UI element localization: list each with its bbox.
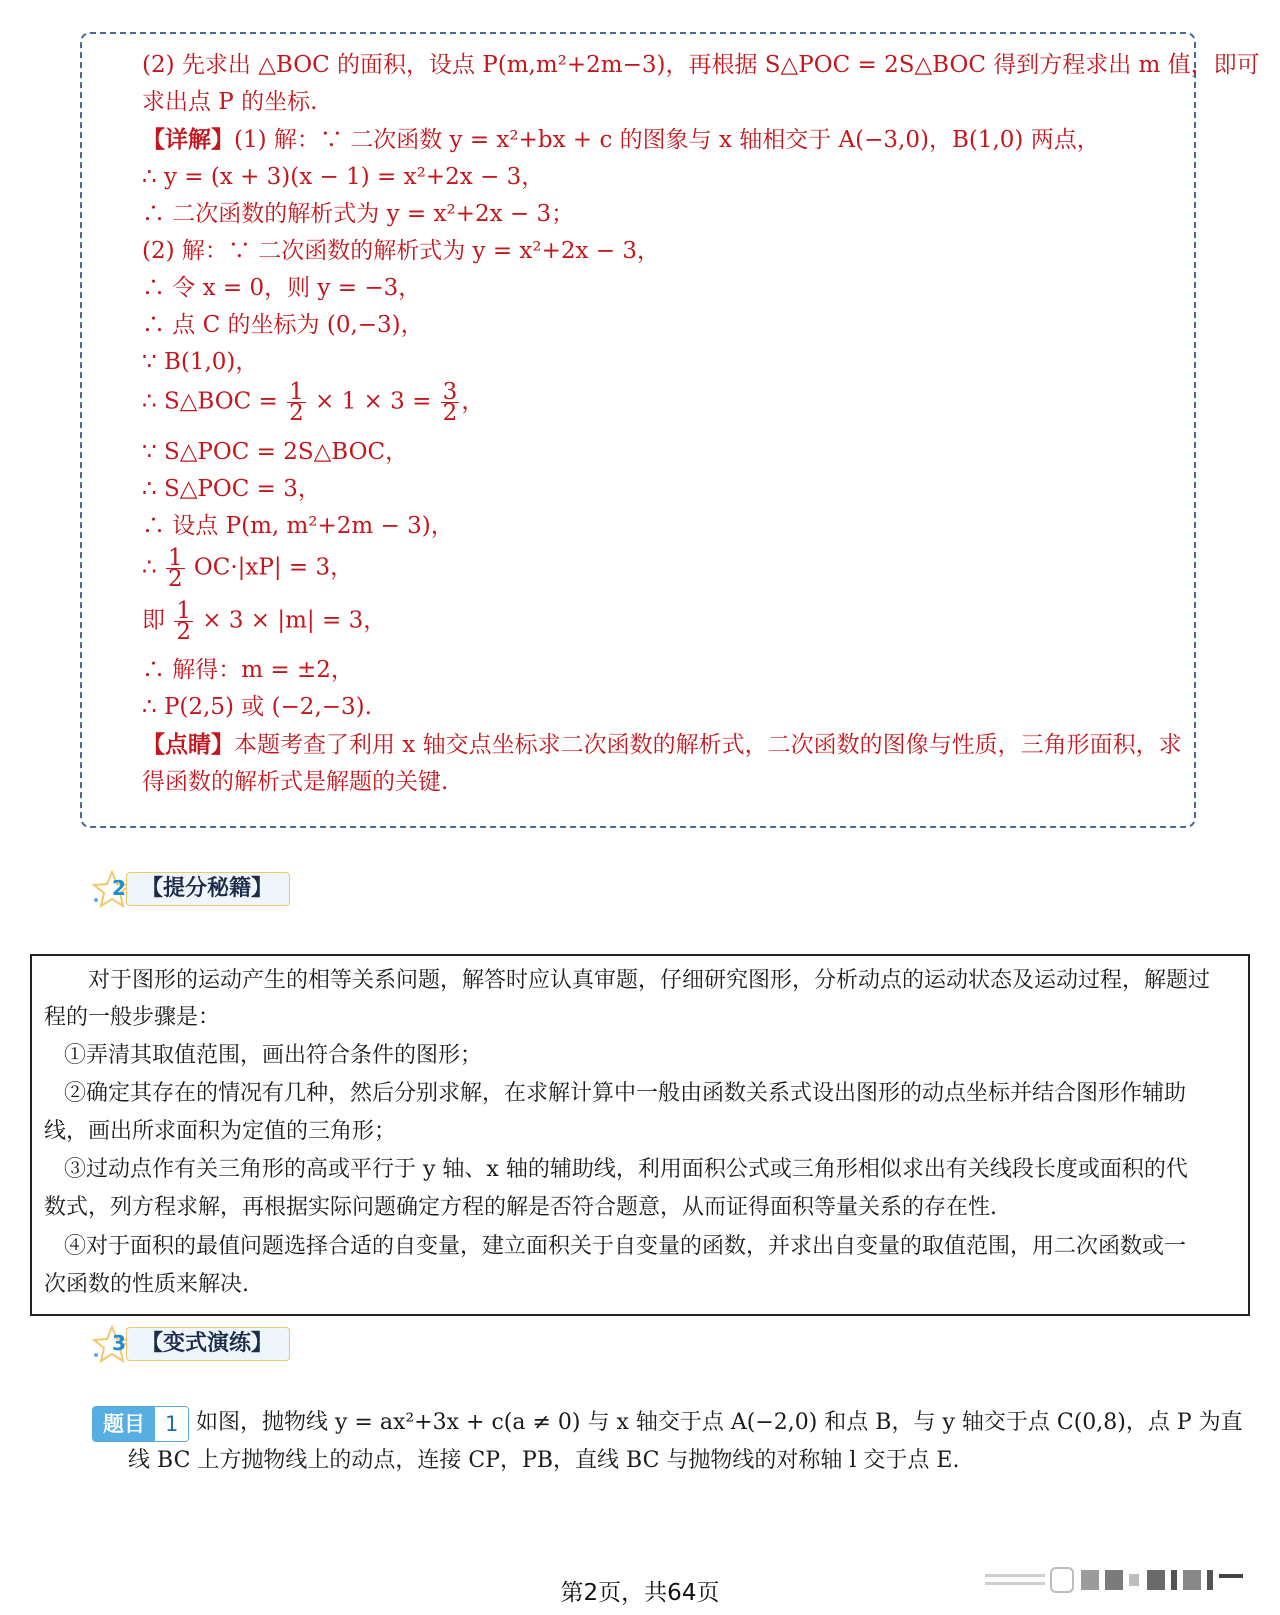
fraction-denominator: 2	[289, 400, 304, 426]
solution-line: ∴ 令 x = 0，则 y = −3，	[142, 275, 422, 301]
fraction	[166, 545, 185, 592]
exercise-badge-label: 题目	[93, 1407, 155, 1441]
exercise-line: 线 BC 上方抛物线上的动点，连接 CP，PB，直线 BC 与抛物线的对称轴 l 交于点 E.	[128, 1448, 960, 1473]
solution-line: ∵ S△POC = 2S△BOC，	[142, 439, 409, 465]
tip-line: 次函数的性质来解决.	[44, 1272, 249, 1297]
fraction-denominator: 2	[167, 566, 183, 592]
solution-line	[142, 598, 387, 645]
fraction-numerator: 1	[289, 379, 304, 405]
fraction	[287, 379, 306, 426]
solution-text: × 3 × |m| = 3，	[202, 607, 387, 634]
solution-line	[142, 545, 354, 592]
solution-text: OC·|xP| = 3，	[193, 554, 354, 581]
tip-line: 对于图形的运动产生的相等关系问题，解答时应认真审题，仔细研究图形，分析动点的运动状态及运动过程，解题过	[88, 968, 1211, 993]
solution-line	[142, 730, 1182, 760]
tip-line: ①弄清其取值范围，画出符合条件的图形；	[64, 1043, 483, 1068]
fraction-numerator: 1	[176, 598, 191, 624]
solution-line	[142, 379, 485, 426]
solution-text: (1) 解：∵ 二次函数 y = x²+bx + c 的图象与 x 轴相交于 A(−3,0)，B(1,0) 两点，	[234, 127, 1100, 153]
solution-line: (2) 先求出 △BOC 的面积，设点 P(m,m²+2m−3)，再根据 S△POC = 2S△BOC 得到方程求出 m 值，即可	[142, 52, 1260, 78]
tip-line: ④对于面积的最值问题选择合适的自变量，建立面积关于自变量的函数，并求出自变量的取值范围，用二次函数或一	[64, 1234, 1187, 1259]
solution-line: ∴ y = (x + 3)(x − 1) = x²+2x − 3，	[142, 164, 545, 190]
fraction	[174, 598, 193, 645]
tip-line: ③过动点作有关三角形的高或平行于 y 轴、x 轴的辅助线，利用面积公式或三角形相似求出有关线段长度或面积的代	[64, 1157, 1188, 1182]
solution-line: ∴ S△POC = 3，	[142, 476, 321, 502]
section-number: 3	[112, 1331, 126, 1355]
solution-line: ∴ P(2,5) 或 (−2,−3).	[142, 694, 372, 720]
solution-line: ∴ 设点 P(m, m²+2m − 3)，	[142, 513, 454, 539]
section-number: 2	[112, 876, 126, 900]
section-title: 【变式演练】	[126, 1327, 290, 1361]
solution-line: ∵ B(1,0)，	[142, 349, 259, 375]
fraction-denominator: 2	[442, 400, 458, 426]
comment-tag: 【点睛】	[142, 732, 234, 758]
exercise-badge-number: 1	[155, 1407, 188, 1441]
tip-line: 数式，列方程求解，再根据实际问题确定方程的解是否符合题意，从而证得面积等量关系的存在性.	[44, 1195, 997, 1220]
solution-line	[142, 125, 1100, 155]
tip-line: 程的一般步骤是：	[44, 1005, 221, 1030]
solution-line: 得函数的解析式是解题的关键.	[142, 769, 449, 795]
section-title: 【提分秘籍】	[126, 872, 290, 906]
solution-line: (2) 解：∵ 二次函数的解析式为 y = x²+2x − 3，	[142, 238, 660, 264]
tip-line: 线，画出所求面积为定值的三角形；	[44, 1119, 397, 1144]
fraction	[441, 379, 460, 426]
solution-text: × 1 × 3 =	[315, 388, 439, 415]
solution-text: ∴ S△BOC =	[142, 388, 286, 415]
solution-line: ∴ 解得：m = ±2，	[142, 657, 354, 683]
solution-text: 本题考查了利用 x 轴交点坐标求二次函数的解析式，二次函数的图像与性质，三角形面积，求	[234, 732, 1182, 758]
solution-text: ，	[461, 388, 485, 415]
solution-text: 即	[142, 607, 173, 634]
solution-text: ∴	[142, 554, 164, 581]
page-footer: 第2页，共64页	[560, 1580, 720, 1606]
solution-line: ∴ 二次函数的解析式为 y = x²+2x − 3；	[142, 201, 575, 227]
fraction-numerator: 1	[167, 545, 183, 571]
fraction-numerator: 3	[442, 379, 458, 405]
exercise-line: 如图，抛物线 y = ax²+3x + c(a ≠ 0) 与 x 轴交于点 A(−2,0) 和点 B，与 y 轴交于点 C(0,8)，点 P 为直	[196, 1410, 1243, 1435]
fraction-denominator: 2	[176, 619, 191, 645]
solution-line: 求出点 P 的坐标.	[142, 89, 318, 115]
solution-line: ∴ 点 C 的坐标为 (0,−3)，	[142, 312, 424, 338]
watermark-icon	[985, 1562, 1250, 1598]
tip-line: ②确定其存在的情况有几种，然后分别求解，在求解计算中一般由函数关系式设出图形的动点坐标并结合图形作辅助	[64, 1081, 1187, 1106]
exercise-badge	[92, 1406, 189, 1442]
detail-tag: 【详解】	[142, 127, 234, 153]
